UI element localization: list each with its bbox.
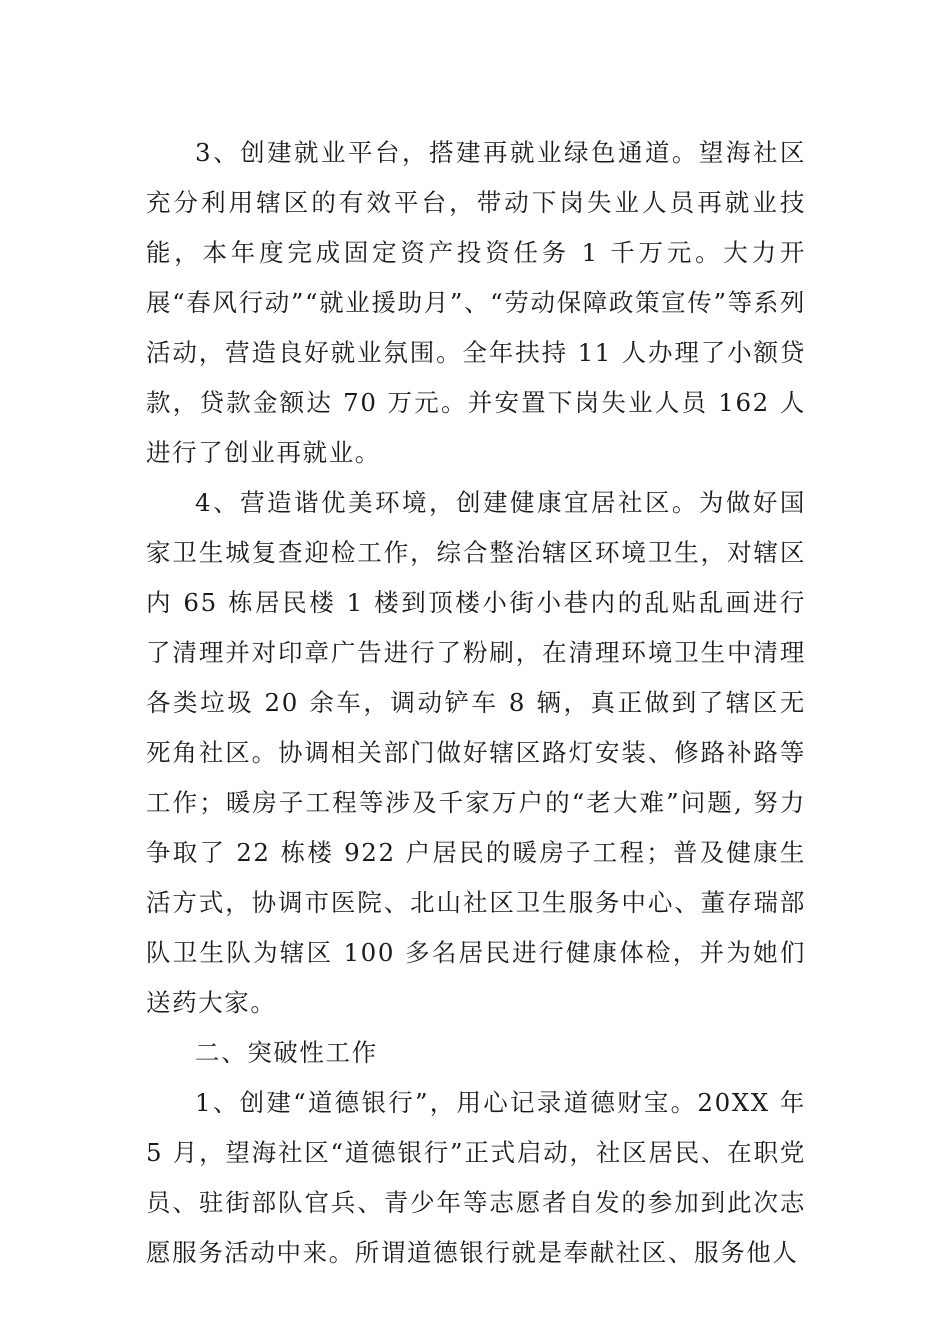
- paragraph-moral-bank: 1、创建“道德银行”，用心记录道德财宝。20XX 年 5 月，望海社区“道德银行”正式启动，社区居民、在职党员、驻街部队官兵、青少年等志愿者自发的参加到此次志愿服务活动中来。所谓道德银行就是奉献社区、服务他人: [146, 1088, 806, 1267]
- paragraph-living-environment: 4、营造谐优美环境，创建健康宜居社区。为做好国家卫生城复查迎检工作，综合整治辖区环境卫生，对辖区内 65 栋居民楼 1 楼到顶楼小街小巷内的乱贴乱画进行了清理并对印章广告进行了粉刷，在清理环境卫生中清理各类垃圾 20 余车，调动铲车 8 辆，真正做到了辖区无死角社区。协调相关部门做好辖区路灯安装、修路补路等工作；暖房子工程等涉及千家万户的“老大难”问题, 努力争取了 22 栋楼 922 户居民的暖房子工程；普及健康生活方式，协调市医院、北山社区卫生服务中心、董存瑞部队卫生队为辖区 100 多名居民进行健康体检，并为她们送药大家。: [146, 488, 806, 1017]
- paragraph-employment-platform: 3、创建就业平台，搭建再就业绿色通道。望海社区充分利用辖区的有效平台，带动下岗失业人员再就业技能，本年度完成固定资产投资任务 1 千万元。大力开展“春风行动”“就业援助月”、“劳动保障政策宣传”等系列活动，营造良好就业氛围。全年扶持 11 人办理了小额贷款，贷款金额达 70 万元。并安置下岗失业人员 162 人进行了创业再就业。: [146, 138, 806, 467]
- document-body: [146, 128, 806, 1278]
- section-heading-breakthrough-work: 二、突破性工作: [195, 1038, 378, 1067]
